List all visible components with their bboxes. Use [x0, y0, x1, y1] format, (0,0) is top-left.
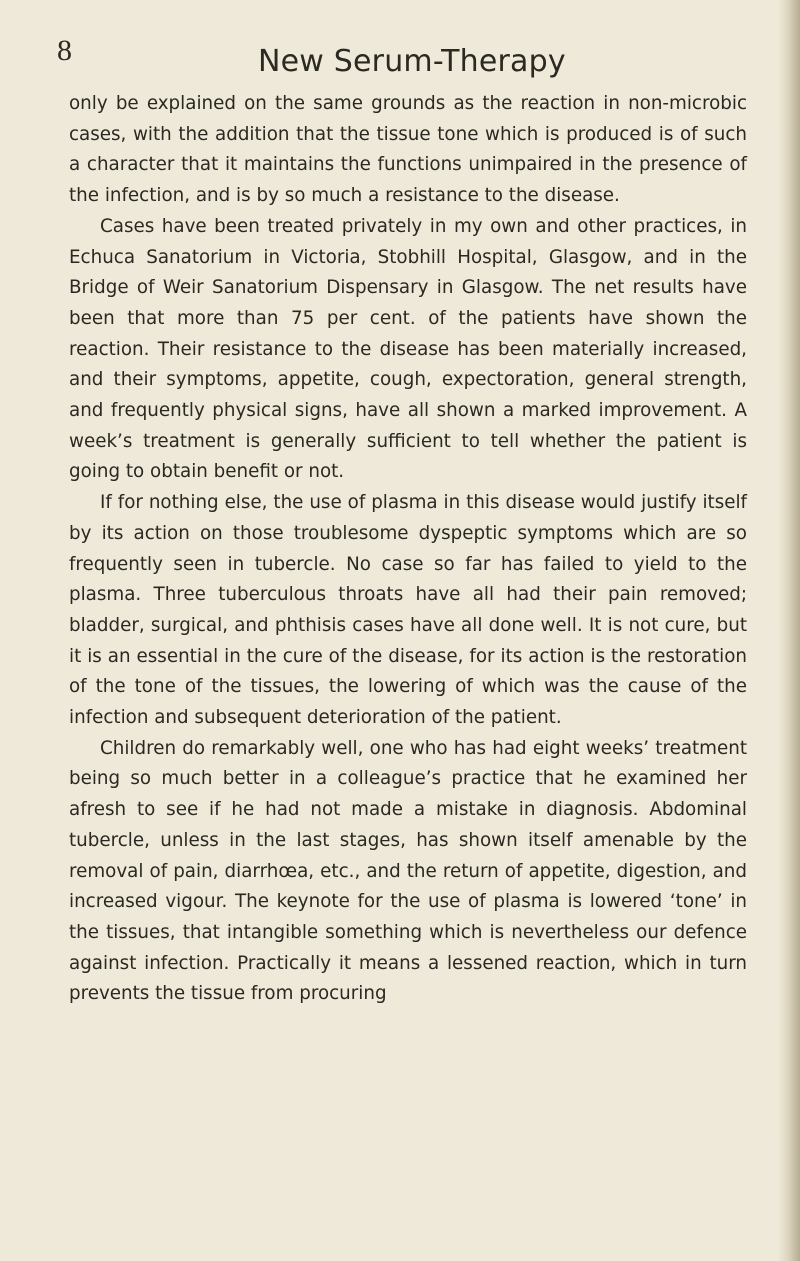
page-edge-shadow	[778, 0, 800, 1261]
paragraph: Cases have been treated privately in my own and other practices, in Echuca Sanatorium in Victoria, Stobhill Hospital, Glasgow, and in the Bridge of Weir Sanatorium Dispensary in Glasgow. The net results have been that more than 75 per cent. of the patients have shown the reaction. Their resistance to the disease has been materially increased, and their symptoms, appetite, cough, expectoration, general strength, and frequently physical signs, have all shown a marked improvement. A week’s treatment is generally sufficient to tell whether the patient is going to obtain benefit or not.	[69, 215, 747, 483]
page-header	[57, 30, 617, 90]
running-title: New Serum-Therapy	[258, 44, 566, 79]
body-text	[69, 89, 747, 1010]
paragraph: only be explained on the same grounds as the reaction in non-microbic cases, with the addition that the tissue tone which is produced is of such a character that it maintains the functions unimpaired in the presence of the infection, and is by so much a resistance to the disease.	[69, 93, 747, 207]
page-number: 8	[57, 34, 72, 67]
paragraph: Children do remarkably well, one who has had eight weeks’ treatment being so much better in a colleague’s practice that he examined her afresh to see if he had not made a mistake in diagnosis. Abdominal tubercle, unless in the last stages, has shown itself amenable by the removal of pain, diarrhœa, etc., and the return of appetite, digestion, and increased vigour. The keynote for the use of plasma is lowered ‘tone’ in the tissues, that intangible something which is nevertheless our defence against infection. Practically it means a lessened reaction, which in turn prevents the tissue from procuring	[69, 737, 747, 1005]
paragraph: If for nothing else, the use of plasma in this disease would justify itself by its action on those troublesome dyspeptic symptoms which are so frequently seen in tubercle. No case so far has failed to yield to the plasma. Three tuberculous throats have all had their pain removed; bladder, surgical, and phthisis cases have all done well. It is not cure, but it is an essential in the cure of the disease, for its action is the restoration of the tone of the tissues, the lowering of which was the cause of the infection and subsequent deterioration of the patient.	[69, 492, 747, 729]
